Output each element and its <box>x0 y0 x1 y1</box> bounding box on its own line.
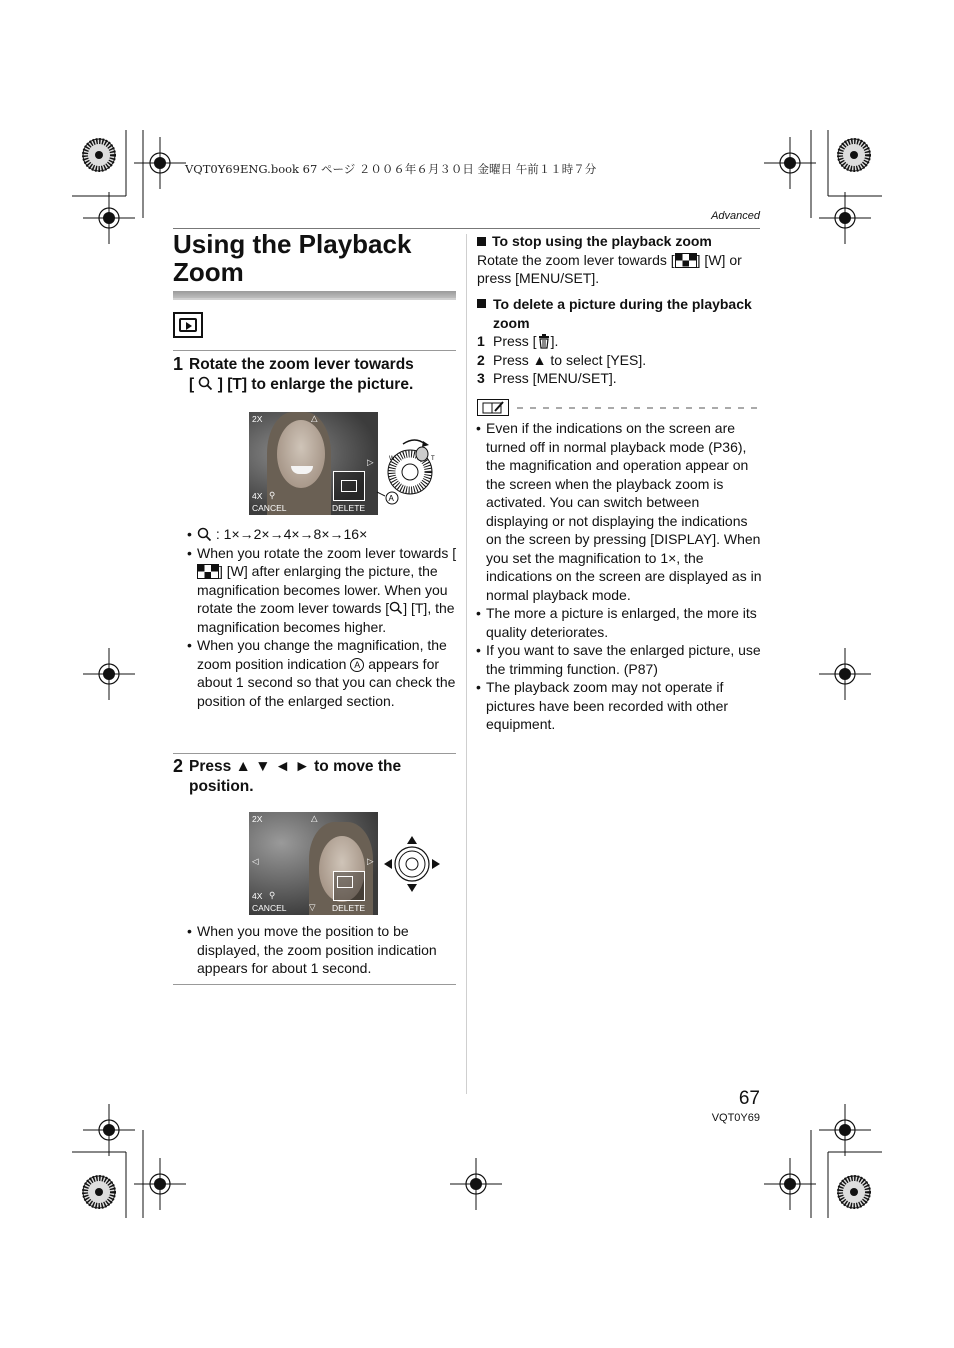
crosshair-icon <box>450 1158 502 1210</box>
callout-a-marker: A <box>350 658 364 672</box>
crosshair-icon <box>819 648 871 700</box>
square-bullet-icon <box>477 237 486 246</box>
zoom-indication-bullet <box>187 636 457 710</box>
camera-screen-moved <box>249 812 378 915</box>
step-1-text: Rotate the zoom lever towards [ ] [T] to enlarge the picture. <box>189 356 414 393</box>
callout-a-label: A <box>388 494 394 503</box>
bullet-text: ] [W] after enlarging the picture, the magnification becomes lower. When you rotate the zoom lever towards [ <box>197 563 448 616</box>
bullet-text: ] [T], the magnification becomes higher. <box>197 600 455 635</box>
page-number: 67 <box>738 1088 760 1109</box>
note-item: • If you want to save the enlarged picture, use the trimming function. (P87) <box>476 641 762 678</box>
title-bar <box>173 291 456 298</box>
section-label: Advanced <box>711 210 760 222</box>
zoom-t-icon <box>389 601 403 615</box>
cancel-label: CANCEL <box>252 903 287 913</box>
delete-step-number: 3 <box>477 370 485 386</box>
delete-step-text: Press ▲ to select [YES]. <box>493 351 647 368</box>
column-divider <box>466 234 467 1094</box>
step-1-number: 1 <box>173 354 184 374</box>
delete-label: DELETE <box>332 903 366 913</box>
print-header-line: VQT0Y69ENG.book 67 ページ ２００６年６月３０日 金曜日 午前１１時７分 <box>185 162 597 176</box>
arrow-down-indicator-icon: ▽ <box>309 902 316 912</box>
zoom-level-top: 2X <box>252 414 263 424</box>
delete-zoom-section <box>477 295 762 388</box>
step-2-number: 2 <box>173 756 184 776</box>
registration-wheel-icon <box>838 1176 870 1208</box>
step-1-bullet-list <box>187 525 457 710</box>
lever-t-label: T <box>431 456 435 462</box>
crosshair-icon <box>134 137 186 189</box>
delete-step-number: 2 <box>477 351 485 368</box>
zoom-sequence-text: : 1×→2×→4×→8×→16× <box>215 526 368 542</box>
bullet-text: When you rotate the zoom lever towards [ <box>197 544 457 561</box>
registration-wheel-icon <box>838 139 870 171</box>
delete-zoom-heading <box>477 295 762 332</box>
arrow-up-indicator-icon: △ <box>311 413 318 423</box>
note-item: • Even if the indications on the screen are turned off in normal playback mode (P36), the magnification and operation appear on the screen when the playback zoom is activated. You can switch between displaying or not displaying the indications on the screen by pressing [DISPLAY]. When you set the magnification to 1×, the indications on the screen are displayed as in normal playback mode. <box>476 419 762 604</box>
delete-step-3 <box>477 369 762 388</box>
playback-mode-icon <box>173 312 203 338</box>
registration-wheel-icon <box>83 1176 115 1208</box>
zoom-level-bottom: 4X <box>252 891 263 901</box>
crosshair-icon <box>764 137 816 189</box>
zoom-lever-bullet <box>187 544 457 637</box>
step-1-text-b: ] [T] to enlarge the picture. <box>217 376 414 393</box>
step-2-bullet-list <box>187 922 457 978</box>
model-code: VQT0Y69 <box>711 1112 760 1124</box>
zoom-sequence-item <box>187 525 457 544</box>
cancel-label: CANCEL <box>252 503 287 513</box>
stop-zoom-text-a: Rotate the zoom lever towards [ <box>477 251 675 268</box>
delete-step-text-a: Press [ <box>493 333 537 349</box>
stop-zoom-text <box>477 251 762 288</box>
arrow-right-indicator-icon: ▷ <box>367 457 374 467</box>
lever-w-label: W <box>389 456 395 462</box>
step-2-text: Press ▲ ▼ ◄ ► to move the position. <box>189 758 402 795</box>
crosshair-icon <box>819 192 871 244</box>
delete-step-2 <box>477 351 762 370</box>
zoom-magnifier-icon: ⚲ <box>269 490 276 500</box>
stop-zoom-section <box>477 232 762 288</box>
arrow-up-indicator-icon: △ <box>311 813 318 823</box>
zoom-w-icon <box>197 564 219 579</box>
trash-icon <box>537 334 551 349</box>
zoom-position-box <box>333 871 365 901</box>
delete-step-text-b: ]. <box>550 333 559 349</box>
zoom-magnifier-icon: ⚲ <box>269 890 276 900</box>
zoom-lever-diagram <box>375 432 445 512</box>
stop-zoom-heading-text: To stop using the playback zoom <box>492 233 712 249</box>
square-bullet-icon <box>477 299 486 308</box>
crosshair-icon <box>83 648 135 700</box>
crosshair-icon <box>819 1104 871 1156</box>
zoom-w-icon <box>675 253 697 268</box>
zoom-level-bottom: 4X <box>252 491 263 501</box>
delete-step-text: Press [MENU/SET]. <box>493 370 617 386</box>
registration-wheel-icon <box>83 139 115 171</box>
section-rule <box>173 984 456 985</box>
crosshair-icon <box>134 1158 186 1210</box>
crosshair-icon <box>83 192 135 244</box>
step-1-text-a: Rotate the zoom lever towards <box>189 356 414 373</box>
bullet-text: appears for about 1 second so that you can check the position of the enlarged section. <box>197 655 456 709</box>
note-item: • The playback zoom may not operate if pictures have been recorded with other equipment. <box>476 678 762 734</box>
cursor-pad-diagram <box>380 832 444 896</box>
zoom-t-icon <box>197 527 212 542</box>
delete-zoom-heading-text: To delete a picture during the playback zoom <box>493 296 752 331</box>
arrow-left-indicator-icon: ◁ <box>252 856 259 866</box>
crosshair-icon <box>764 1158 816 1210</box>
bullet-text: When you change the magnification, the zoom position indication <box>197 637 447 672</box>
zoom-t-icon <box>198 376 213 391</box>
notes-header <box>477 399 761 417</box>
stop-zoom-heading <box>477 232 762 251</box>
title-underline <box>173 298 456 300</box>
delete-step-number: 1 <box>477 333 485 349</box>
zoom-level-top: 2X <box>252 814 263 824</box>
zoom-position-box <box>333 471 365 501</box>
face-photo <box>277 420 325 488</box>
page-title: Using the Playback Zoom <box>173 229 412 287</box>
crosshair-icon <box>83 1104 135 1156</box>
delete-step-1 <box>477 332 762 351</box>
section-rule <box>173 753 456 754</box>
delete-label: DELETE <box>332 503 366 513</box>
notes-list <box>476 419 762 734</box>
stop-zoom-text-b: ] [W] or press [MENU/SET]. <box>477 251 742 286</box>
arrow-right-indicator-icon: ▷ <box>367 856 374 866</box>
move-position-bullet: • When you move the position to be displayed, the zoom position indication appears for about 1 second. <box>187 922 457 978</box>
section-rule <box>173 350 456 351</box>
note-item: • The more a picture is enlarged, the more its quality deteriorates. <box>476 604 762 641</box>
camera-screen-zoomed <box>249 412 378 515</box>
